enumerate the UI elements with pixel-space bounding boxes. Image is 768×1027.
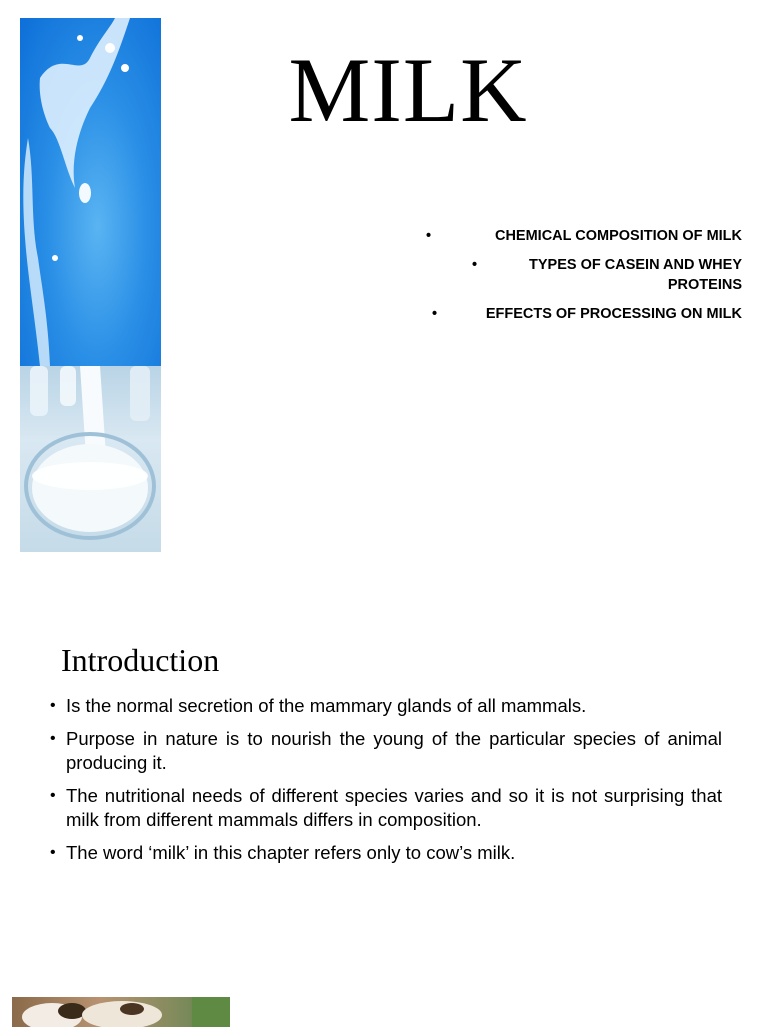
topic-item <box>420 226 742 246</box>
intro-bullet: • Purpose in nature is to nourish the young of the particular species of animal producing it. <box>50 727 722 775</box>
cow-image <box>12 997 230 1027</box>
topic-list <box>420 226 742 333</box>
intro-bullet: • The nutritional needs of different species varies and so it is not surprising that milk from different mammals differs in composition. <box>50 784 722 832</box>
slide-title: MILK <box>288 39 528 141</box>
slide-introduction <box>0 615 768 1024</box>
milk-glass-image <box>20 366 161 552</box>
topic-text: CHEMICAL COMPOSITION OF MILK <box>494 228 742 244</box>
intro-bullet-list <box>50 694 722 874</box>
topic-item <box>420 304 742 324</box>
topic-text: TYPES OF CASEIN AND WHEY PROTEINS <box>529 257 742 293</box>
topic-item <box>420 255 742 295</box>
intro-bullet: • The word ‘milk’ in this chapter refers only to cow’s milk. <box>50 841 722 865</box>
slide-title: Introduction <box>61 642 220 678</box>
intro-bullet: • Is the normal secretion of the mammary glands of all mammals. <box>50 694 722 718</box>
topic-text: EFFECTS OF PROCESSING ON MILK <box>485 306 742 322</box>
bullet-icon: • <box>426 228 432 244</box>
bullet-icon: • <box>472 257 478 273</box>
bullet-icon: • <box>432 306 438 322</box>
